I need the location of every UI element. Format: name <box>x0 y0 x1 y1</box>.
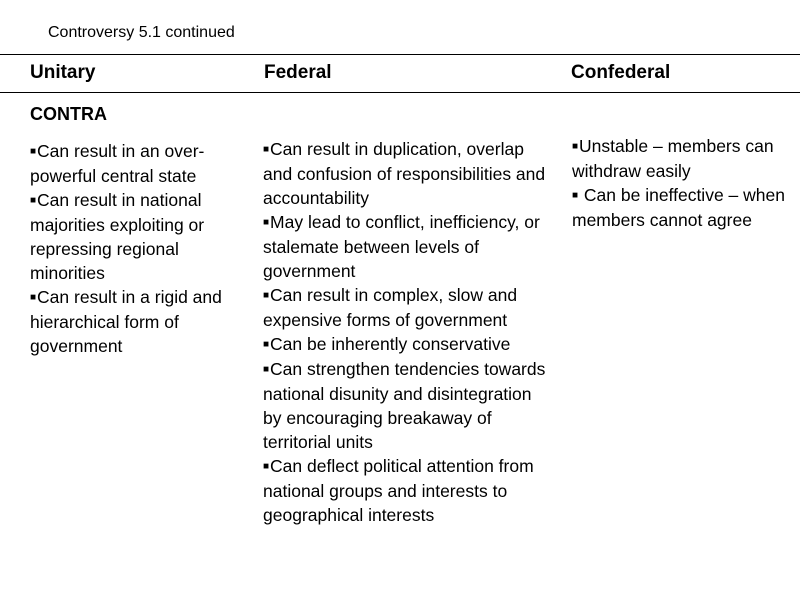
slide-caption: Controversy 5.1 continued <box>48 24 235 41</box>
list-item: ■Can strengthen tendencies towards national disunity and disintegration by encouraging breakaway of territorial units <box>263 359 546 452</box>
square-bullet-icon: ■ <box>263 461 270 472</box>
square-bullet-icon: ■ <box>263 364 270 375</box>
square-bullet-icon: ■ <box>572 190 579 201</box>
list-item: ■Unstable – members can withdraw easily <box>572 136 774 181</box>
list-item: ■Can result in an over-powerful central state <box>30 141 205 186</box>
square-bullet-icon: ■ <box>263 339 270 350</box>
section-label-contra: CONTRA <box>30 104 107 124</box>
column-header-unitary: Unitary <box>30 62 96 83</box>
square-bullet-icon: ■ <box>30 146 37 157</box>
list-item: ■ Can be ineffective – when members cannot agree <box>572 185 785 230</box>
square-bullet-icon: ■ <box>30 292 37 303</box>
confederal-contra-list <box>572 134 788 232</box>
list-item: ■May lead to conflict, inefficiency, or stalemate between levels of government <box>263 212 540 281</box>
unitary-contra-list <box>30 139 246 358</box>
square-bullet-icon: ■ <box>263 144 270 155</box>
column-header-federal: Federal <box>264 62 332 83</box>
federal-contra-list <box>263 137 553 527</box>
header-bottom-rule <box>0 92 800 93</box>
square-bullet-icon: ■ <box>263 217 270 228</box>
list-item: ■Can be inherently conservative <box>263 332 553 357</box>
square-bullet-icon: ■ <box>572 141 579 152</box>
list-item: ■Can result in national majorities exploiting or repressing regional minorities <box>30 190 205 283</box>
square-bullet-icon: ■ <box>30 195 37 206</box>
list-item: ■Can result in complex, slow and expensive forms of government <box>263 285 518 330</box>
column-header-confederal: Confederal <box>571 62 671 83</box>
list-item: ■Can result in a rigid and hierarchical form of government <box>30 287 222 356</box>
list-item: ■Can result in duplication, overlap and confusion of responsibilities and accountability <box>263 139 546 208</box>
list-item: ■Can deflect political attention from national groups and interests to geographical interests <box>263 456 534 525</box>
square-bullet-icon: ■ <box>263 290 270 301</box>
header-top-rule <box>0 54 800 55</box>
